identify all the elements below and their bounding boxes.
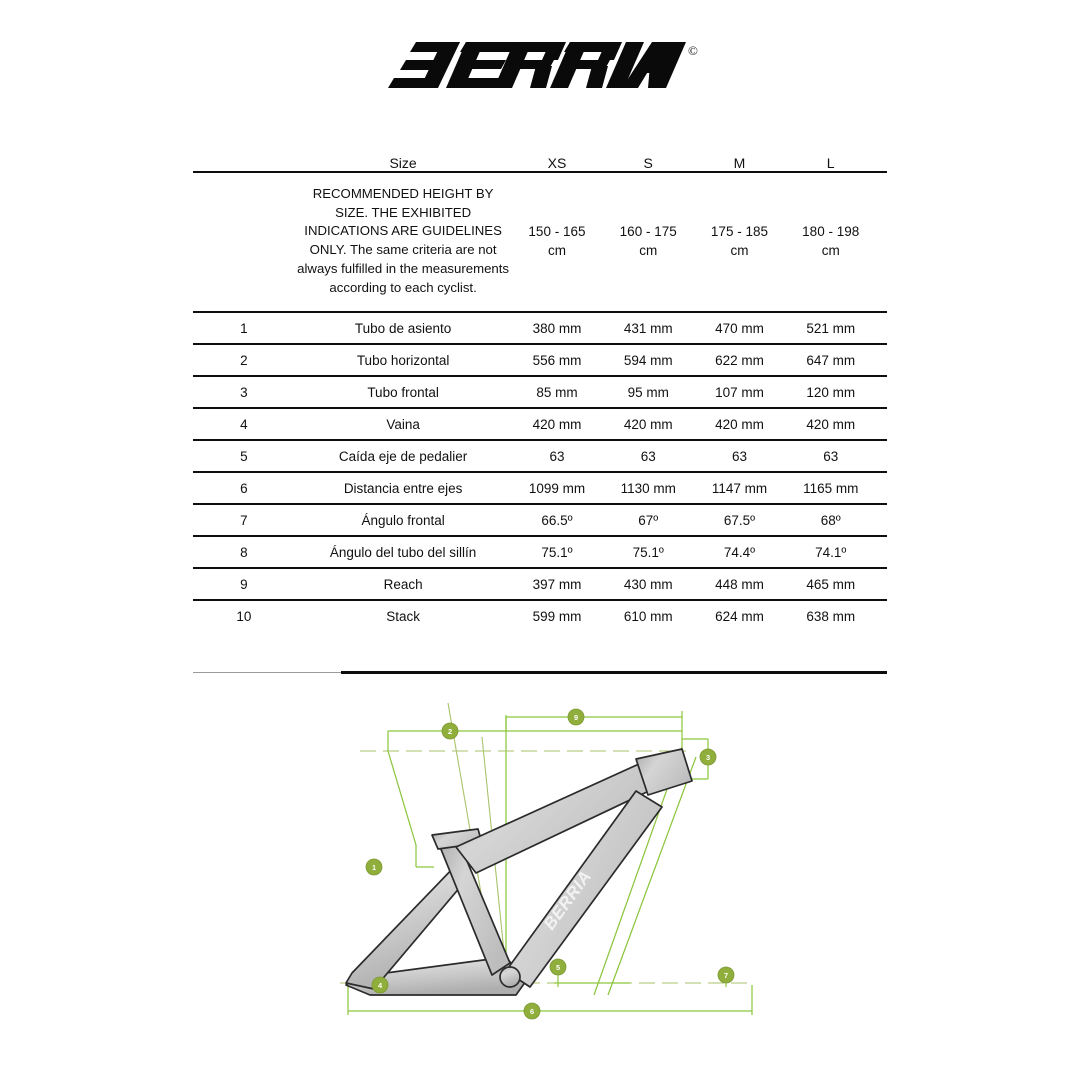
- rec-value-xs: [511, 172, 602, 312]
- row-value-m: 470 mm: [694, 312, 785, 344]
- svg-text:9: 9: [573, 713, 579, 722]
- row-value-l: 638 mm: [785, 600, 876, 632]
- table-row: [193, 472, 887, 504]
- row-label: Tubo horizontal: [295, 344, 511, 376]
- callout-2: [442, 723, 458, 739]
- rec-range-m: 175 - 185: [710, 224, 768, 240]
- svg-text:2: 2: [447, 727, 453, 736]
- svg-text:6: 6: [529, 1007, 535, 1016]
- berria-logo: [386, 38, 716, 108]
- row-value-l: 120 mm: [785, 376, 876, 408]
- svg-text:1: 1: [371, 863, 377, 872]
- row-value-xs: 599 mm: [511, 600, 602, 632]
- table-row: [193, 504, 887, 536]
- row-value-s: 594 mm: [603, 344, 694, 376]
- table-body: [193, 172, 887, 632]
- rec-value-s: [603, 172, 694, 312]
- row-value-m: 67.5º: [694, 504, 785, 536]
- geometry-table: [193, 155, 887, 632]
- row-value-l: 647 mm: [785, 344, 876, 376]
- row-pad: [876, 312, 887, 344]
- row-number: 6: [193, 472, 295, 504]
- row-number: 4: [193, 408, 295, 440]
- row-label: Distancia entre ejes: [295, 472, 511, 504]
- table-row: [193, 408, 887, 440]
- row-value-l: 1165 mm: [785, 472, 876, 504]
- row-number: 2: [193, 344, 295, 376]
- row-value-s: 1130 mm: [603, 472, 694, 504]
- rec-number-cell: [193, 172, 295, 312]
- row-label: Ángulo frontal: [295, 504, 511, 536]
- copyright-icon: ©: [688, 43, 698, 58]
- rec-unit-xs: cm: [547, 243, 566, 259]
- row-label: Ángulo del tubo del sillín: [295, 536, 511, 568]
- row-value-s: 610 mm: [603, 600, 694, 632]
- recommended-height-row: [193, 172, 887, 312]
- row-value-s: 95 mm: [603, 376, 694, 408]
- header-number-col: [193, 155, 295, 172]
- callout-6: [524, 1003, 540, 1019]
- row-value-l: 420 mm: [785, 408, 876, 440]
- table-bottom-rule-light: [193, 672, 341, 673]
- row-value-s: 63: [603, 440, 694, 472]
- frame-brand-text: BERRIA: [539, 867, 596, 934]
- callout-1: [366, 859, 382, 875]
- table-bottom-rule-dark: [341, 671, 887, 674]
- row-pad: [876, 536, 887, 568]
- row-pad: [876, 344, 887, 376]
- row-label: Tubo de asiento: [295, 312, 511, 344]
- svg-text:4: 4: [377, 981, 383, 990]
- row-number: 1: [193, 312, 295, 344]
- row-value-s: 430 mm: [603, 568, 694, 600]
- callout-7: [718, 967, 734, 983]
- rec-range-l: 180 - 198: [802, 224, 860, 240]
- row-pad: [876, 504, 887, 536]
- svg-text:3: 3: [705, 753, 711, 762]
- row-value-m: 448 mm: [694, 568, 785, 600]
- table-row: [193, 440, 887, 472]
- rec-value-m: [694, 172, 785, 312]
- row-value-xs: 556 mm: [511, 344, 602, 376]
- row-value-m: 420 mm: [694, 408, 785, 440]
- row-label: Reach: [295, 568, 511, 600]
- recommended-height-description: RECOMMENDED HEIGHT BY SIZE. THE EXHIBITED INDICATIONS ARE GUIDELINES ONLY. The same criteria are not always fulfilled in the measurements according to each cyclist.: [297, 186, 510, 295]
- row-value-xs: 380 mm: [511, 312, 602, 344]
- header-size-label: Size: [295, 155, 511, 172]
- row-value-xs: 397 mm: [511, 568, 602, 600]
- rec-value-l: [785, 172, 876, 312]
- row-value-xs: 75.1º: [511, 536, 602, 568]
- row-value-m: 74.4º: [694, 536, 785, 568]
- rec-range-xs: 150 - 165: [528, 224, 586, 240]
- frame-geometry-diagram: [330, 695, 770, 1045]
- row-number: 5: [193, 440, 295, 472]
- rec-pad: [876, 172, 887, 312]
- header-pad: [876, 155, 887, 172]
- table-row: [193, 312, 887, 344]
- row-value-m: 1147 mm: [694, 472, 785, 504]
- row-value-m: 63: [694, 440, 785, 472]
- callout-9: [568, 709, 584, 725]
- table-row: [193, 600, 887, 632]
- rec-unit-m: cm: [730, 243, 749, 259]
- row-pad: [876, 568, 887, 600]
- brand-header: [0, 38, 1080, 118]
- row-number: 7: [193, 504, 295, 536]
- table-row: [193, 344, 887, 376]
- row-value-l: 465 mm: [785, 568, 876, 600]
- row-value-m: 622 mm: [694, 344, 785, 376]
- row-number: 10: [193, 600, 295, 632]
- row-number: 9: [193, 568, 295, 600]
- row-value-xs: 85 mm: [511, 376, 602, 408]
- frame-geometry-svg: [330, 695, 770, 1045]
- row-value-l: 74.1º: [785, 536, 876, 568]
- row-label: Stack: [295, 600, 511, 632]
- row-value-m: 107 mm: [694, 376, 785, 408]
- row-value-s: 420 mm: [603, 408, 694, 440]
- header-size-m: M: [694, 155, 785, 172]
- table-header-row: [193, 155, 887, 172]
- row-value-l: 63: [785, 440, 876, 472]
- svg-text:5: 5: [555, 963, 561, 972]
- callout-4: [372, 977, 388, 993]
- row-number: 3: [193, 376, 295, 408]
- row-pad: [876, 440, 887, 472]
- row-value-s: 431 mm: [603, 312, 694, 344]
- row-value-xs: 420 mm: [511, 408, 602, 440]
- row-label: Tubo frontal: [295, 376, 511, 408]
- row-pad: [876, 408, 887, 440]
- row-value-l: 68º: [785, 504, 876, 536]
- row-value-xs: 66.5º: [511, 504, 602, 536]
- row-value-s: 75.1º: [603, 536, 694, 568]
- table-row: [193, 376, 887, 408]
- table-head: [193, 155, 887, 172]
- callout-3: [700, 749, 716, 765]
- callout-5: [550, 959, 566, 975]
- dimension-lines: [340, 703, 752, 1015]
- rec-range-s: 160 - 175: [619, 224, 677, 240]
- row-pad: [876, 376, 887, 408]
- row-value-s: 67º: [603, 504, 694, 536]
- rec-unit-l: cm: [821, 243, 840, 259]
- svg-text:7: 7: [723, 971, 729, 980]
- row-value-xs: 1099 mm: [511, 472, 602, 504]
- row-number: 8: [193, 536, 295, 568]
- header-size-l: L: [785, 155, 876, 172]
- row-pad: [876, 600, 887, 632]
- table-row: [193, 568, 887, 600]
- row-label: Vaina: [295, 408, 511, 440]
- table-row: [193, 536, 887, 568]
- header-size-xs: XS: [511, 155, 602, 172]
- header-size-s: S: [603, 155, 694, 172]
- row-label: Caída eje de pedalier: [295, 440, 511, 472]
- berria-wordmark-icon: [386, 38, 686, 100]
- rec-unit-s: cm: [639, 243, 658, 259]
- row-value-xs: 63: [511, 440, 602, 472]
- row-value-m: 624 mm: [694, 600, 785, 632]
- row-value-l: 521 mm: [785, 312, 876, 344]
- row-pad: [876, 472, 887, 504]
